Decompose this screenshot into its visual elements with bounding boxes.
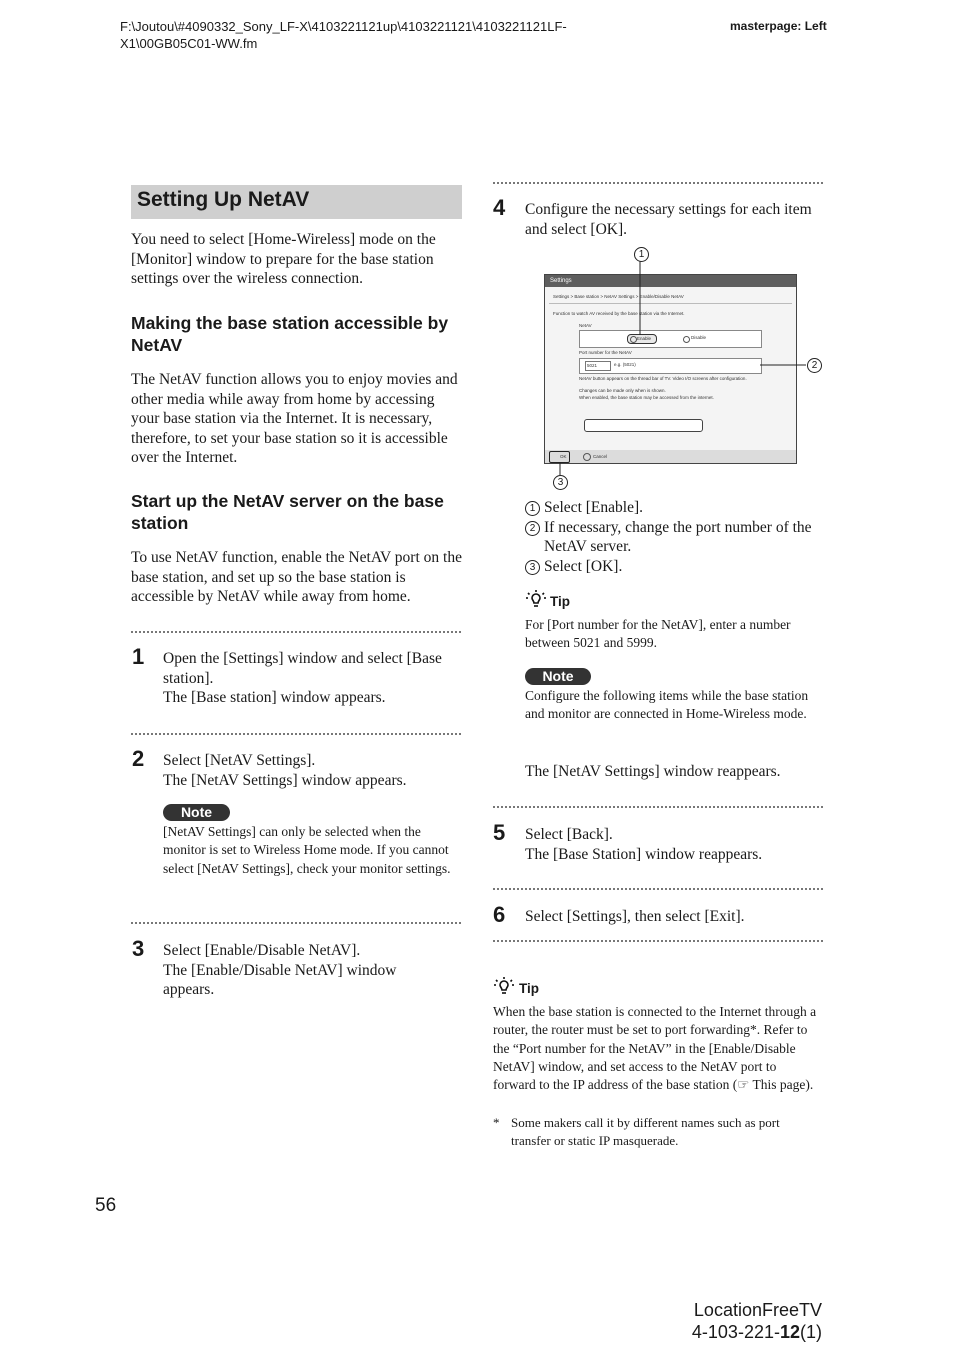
- footer-code-prefix: 4-103-221-: [691, 1322, 780, 1342]
- substep-number: 2: [525, 521, 540, 536]
- note-badge: Note: [163, 804, 230, 821]
- screenshot-description: Function to watch AV received by the base station via the Internet.: [553, 311, 685, 316]
- callout-2: 2: [807, 358, 822, 373]
- divider: [131, 733, 461, 735]
- screenshot-note-2: Changes can be made only when is shown.: [579, 388, 666, 393]
- step-number: 5: [493, 820, 506, 845]
- divider: [131, 922, 461, 924]
- substep-number: 3: [525, 560, 540, 575]
- callout-lines: [540, 245, 830, 490]
- step-6-instruction: Select [Settings], then select [Exit].: [525, 908, 745, 925]
- port-value: 5021: [587, 363, 598, 368]
- step-3-instruction: Select [Enable/Disable NetAV].: [163, 942, 361, 959]
- tip-label: Tip: [519, 981, 539, 996]
- note-badge: Note: [525, 668, 591, 685]
- step-2-text: [163, 751, 463, 790]
- tip-port-number: For [Port number for the NetAV], enter a number between 5021 and 5999.: [525, 617, 791, 651]
- substep-number: 1: [525, 501, 540, 516]
- substep: [525, 498, 820, 518]
- footer-code-bold: 12: [779, 1322, 800, 1342]
- lightbulb-icon: [525, 589, 547, 611]
- screenshot-note-1: NetAV button appears on the thread bar of TV. Video I/O screens after configuration.: [579, 376, 747, 381]
- step-number: 6: [493, 902, 506, 927]
- intro-paragraph: You need to select [Home-Wireless] mode on the [Monitor] window to prepare for the base station settings over the wireless connection.: [131, 231, 436, 287]
- section-title-box: [131, 185, 462, 219]
- substep-text: Select [OK].: [544, 557, 623, 575]
- paragraph-accessible: The NetAV function allows you to enjoy movies and other media while away from home by accessing your base station via the Internet. It is necessary, therefore, to set your base station so it is accessible over the Internet.: [131, 371, 458, 466]
- cancel-label: Cancel: [593, 454, 608, 459]
- step-number: 4: [493, 195, 506, 220]
- divider: [493, 940, 823, 942]
- callout-3: 3: [553, 475, 568, 490]
- step-2-result: The [NetAV Settings] window appears.: [163, 771, 407, 789]
- step-3-result: The [Enable/Disable NetAV] window appears.: [163, 961, 397, 998]
- footer-product: [600, 1299, 822, 1343]
- netav-field-label: NetAV: [579, 323, 592, 328]
- enable-label: Enable: [637, 336, 652, 341]
- callout-1: 1: [634, 247, 649, 262]
- footer-product-name: LocationFreeTV: [693, 1300, 822, 1320]
- screenshot-note-3: When enabled, the base station may be accessed from the internet.: [579, 395, 714, 400]
- step-1-text: [163, 649, 463, 708]
- substep: [525, 557, 820, 577]
- disable-label: Disable: [691, 335, 707, 340]
- substep-text: Select [Enable].: [544, 499, 643, 516]
- subheading-accessible: Making the base station accessible by NetAV: [131, 313, 449, 355]
- step-1-result: The [Base station] window appears.: [163, 689, 386, 706]
- step-5-result: The [Base Station] window reappears.: [525, 845, 763, 863]
- substep: [525, 518, 820, 557]
- footnote-text: Some makers call it by different names such as port transfer or static IP masquerade.: [511, 1115, 780, 1148]
- step-5-instruction: Select [Back].: [525, 826, 613, 843]
- substeps-list: [525, 498, 820, 576]
- divider: [493, 182, 823, 184]
- paragraph-start-server: To use NetAV function, enable the NetAV port on the base station, and set up so the base station is accessible by NetAV while away from home.: [131, 549, 462, 605]
- port-example: e.g. (5021): [614, 362, 636, 367]
- footer-code-suffix: (1): [800, 1322, 822, 1342]
- divider: [493, 806, 823, 808]
- step-number: 2: [132, 746, 145, 771]
- divider: [131, 631, 461, 633]
- note-home-wireless: Configure the following items while the base station and monitor are connected in Home-Wireless mode.: [525, 688, 809, 722]
- substep-text: If necessary, change the port number of the NetAV server.: [544, 518, 812, 555]
- step-1-instruction: Open the [Settings] window and select [Base station].: [163, 650, 442, 687]
- file-path-line1: F:\Joutou\#4090332_Sony_LF-X\4103221121up\4103221121\4103221121LF-: [120, 19, 567, 34]
- screenshot-title: Settings: [550, 278, 572, 284]
- section-title: Setting Up NetAV: [137, 188, 310, 211]
- port-field-label: Port number for the NetAV: [579, 350, 632, 355]
- step-number: 3: [132, 936, 145, 961]
- step-3-text: [163, 941, 438, 1000]
- masterpage-label: masterpage: Left: [730, 19, 827, 33]
- step-5-text: [525, 825, 820, 864]
- file-path: [120, 18, 567, 52]
- file-path-line2: X1\00GB05C01-WW.fm: [120, 36, 258, 51]
- page-number: 56: [95, 1195, 117, 1216]
- tip-label: Tip: [550, 594, 570, 609]
- ok-label: OK: [560, 454, 567, 459]
- note-netav-settings: [NetAV Settings] can only be selected when the monitor is set to Wireless Home mode. If you cannot select [NetAV Settings], check your monitor settings.: [163, 824, 451, 876]
- subheading-start-server: Start up the NetAV server on the base station: [131, 491, 444, 533]
- lightbulb-icon: [493, 976, 515, 998]
- tip-port-forwarding: When the base station is connected to the Internet through a router, the router must be set to port forwarding*. Refer to the “Port number for the NetAV” in the [Enable/Disable NetAV] window, and set access to the NetAV port to forward to the IP address of the base station (☞ This page).: [493, 1004, 817, 1093]
- footnote-mark: *: [493, 1115, 500, 1130]
- step-4-instruction: Configure the necessary settings for each item and select [OK].: [525, 201, 812, 238]
- footer-code: [600, 1321, 822, 1343]
- step-2-instruction: Select [NetAV Settings].: [163, 752, 316, 769]
- divider: [493, 888, 823, 890]
- netav-settings-reappears: The [NetAV Settings] window reappears.: [525, 763, 781, 780]
- step-number: 1: [132, 644, 145, 669]
- screenshot-breadcrumb: Settings > Base station > NetAV Settings > Enable/Disable NetAV: [553, 294, 684, 299]
